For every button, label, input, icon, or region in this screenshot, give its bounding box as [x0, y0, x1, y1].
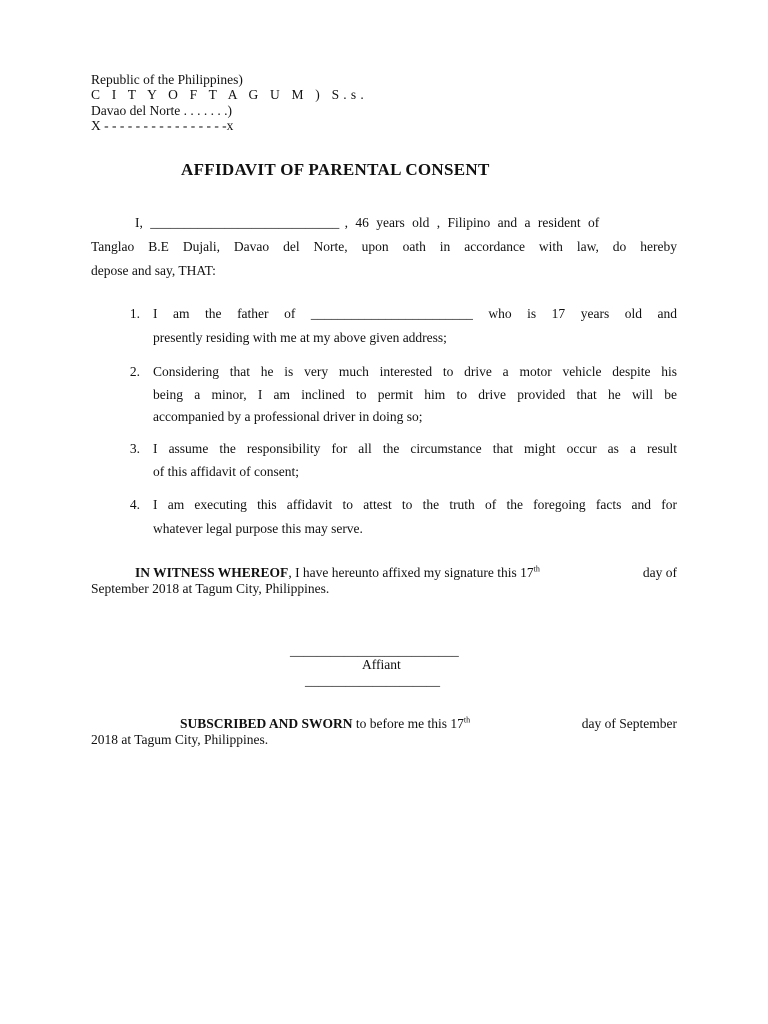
witness-text: , I have hereunto affixed my signature this 17: [288, 565, 534, 580]
witness-sup: th: [533, 564, 540, 574]
item-number: 2.: [129, 364, 140, 379]
signature-line: _________________________: [290, 643, 459, 658]
item-line: of this affidavit of consent;: [153, 464, 299, 479]
item-line: presently residing with me at my above given address;: [153, 330, 447, 345]
witness-line-2: September 2018 at Tagum City, Philippines.: [91, 581, 330, 596]
intro-prefix: I,: [135, 215, 143, 230]
item-line: Considering that he is very much interested to drive a motor vehicle despite his: [153, 364, 677, 379]
item-line: I am the father of ________________________ who is 17 years old and: [153, 306, 677, 321]
witness-line-1: [135, 565, 677, 581]
item-number: 1.: [129, 306, 140, 321]
witness-text-end: day of: [642, 565, 677, 580]
item-number: 3.: [129, 441, 140, 456]
sworn-line-1: [180, 716, 677, 732]
sworn-sup: th: [463, 715, 471, 725]
sworn-text: to before me this 17: [352, 716, 464, 731]
document-title: AFFIDAVIT OF PARENTAL CONSENT: [181, 160, 490, 179]
intro-line-3: depose and say, THAT:: [91, 263, 216, 278]
sworn-text-end: day of September: [581, 716, 677, 731]
affiant-label: Affiant: [362, 657, 401, 672]
header-separator: X - - - - - - - - - - - - - - - -x: [91, 118, 234, 133]
intro-rest: , 46 years old , Filipino and a resident of: [344, 215, 600, 230]
header-republic: Republic of the Philippines): [91, 72, 243, 87]
item-line: I am executing this affidavit to attest to the truth of the foregoing facts and for: [153, 497, 677, 512]
item-line: accompanied by a professional driver in doing so;: [153, 409, 423, 424]
sworn-line-2: 2018 at Tagum City, Philippines.: [91, 732, 269, 747]
item-number: 4.: [129, 497, 140, 512]
header-province: Davao del Norte . . . . . . .): [91, 103, 232, 118]
item-line: I assume the responsibility for all the circumstance that might occur as a result: [153, 441, 677, 456]
item-line: being a minor, I am inclined to permit him to drive provided that he will be: [153, 387, 677, 402]
signature-line-2: ____________________: [305, 673, 440, 688]
intro-line-2: Tanglao B.E Dujali, Davao del Norte, upon oath in accordance with law, do hereby: [91, 239, 677, 254]
name-blank: ____________________________: [150, 215, 340, 230]
item-line: whatever legal purpose this may serve.: [153, 521, 363, 536]
sworn-heading: SUBSCRIBED AND SWORN: [180, 716, 353, 731]
header-city: C I T Y O F T A G U M ) S.s.: [91, 87, 368, 102]
intro-line-1: [135, 215, 677, 231]
witness-heading: IN WITNESS WHEREOF: [135, 565, 289, 580]
